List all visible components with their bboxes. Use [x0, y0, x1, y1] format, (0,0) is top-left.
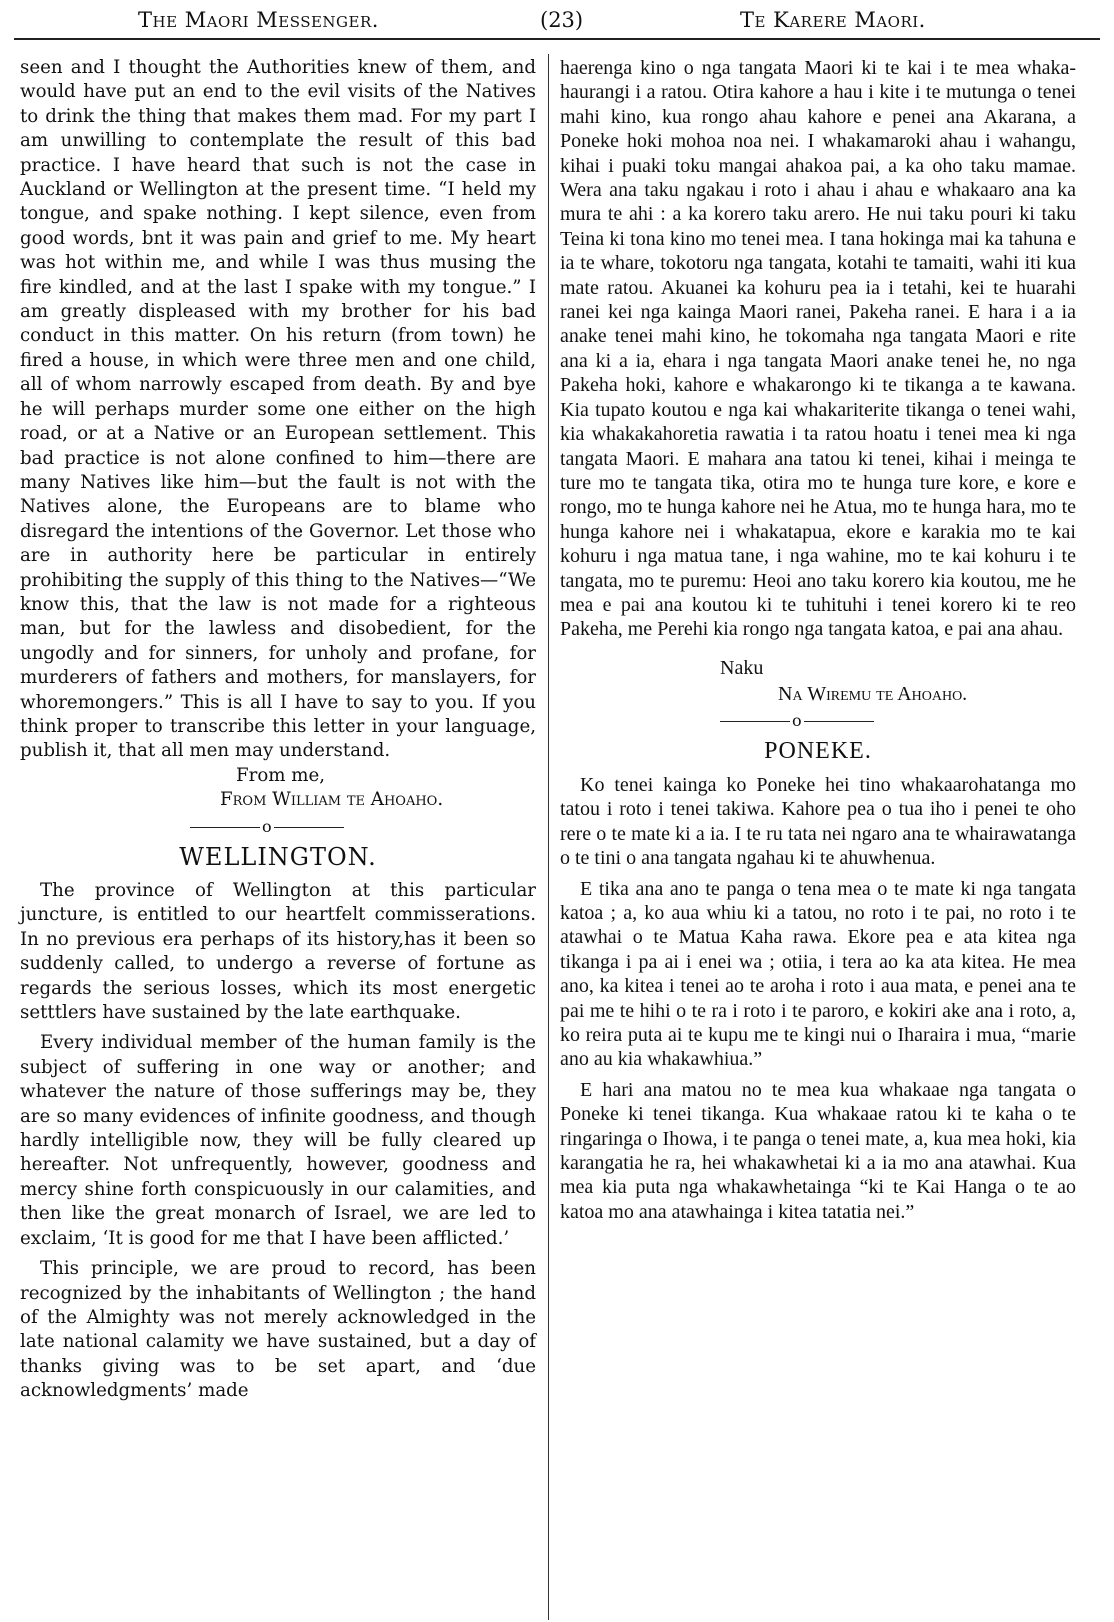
section-title-wellington: WELLINGTON.	[179, 842, 377, 871]
article-paragraph: E hari ana matou no te mea kua whakaae nga tangata o Poneke ki tenei tikanga. Kua whakaae ratou ki te kaha o te ringaringa o Ihowa, i te panga o tenei mate, a, kua mea hoki, kia karangatia he ra, hei whakawhetai ki a ia mo ana atawhai. Kua mea kia puta nga whakawhetainga “ki te Kai Hanga o te ao katoa mo ana atawhainga i kitea tatatia nei.”	[560, 1078, 1076, 1223]
english-masthead: The Maori Messenger.	[138, 8, 379, 32]
section-title-poneke: PONEKE.	[764, 737, 872, 764]
separator-ornament: o	[792, 710, 802, 730]
letter-signature: From William te Ahoaho.	[220, 789, 444, 811]
section-separator	[20, 813, 536, 841]
page-header	[18, 4, 1096, 38]
column-divider	[548, 54, 549, 1620]
article-paragraph: Ko tenei kainga ko Poneke hei tino whakaarohatanga mo tatou i roto i tenei takiwa. Kahore pea o tua iho i penei te oho rere o te mate ki a ia. I te ru tata nei ngaro ana te whairawatanga o te tini o ana tangata ngahau ki te ahuwhenua.	[560, 773, 1076, 870]
letter-signature: Na Wiremu te Ahoaho.	[778, 683, 968, 706]
letter-continuation: seen and I thought the Authorities knew of them, and would have put an end to the evil visits of the Natives to drink the thing that makes them mad. For my part I am unwilling to contemplate the result of this bad practice. I have heard that such is not the case in Auckland or Wellington at the present time. “I held my tongue, and spake nothing. I kept silence, even from good words, bnt it was pain and grief to me. My heart was hot within me, and while I was thus musing the fire kindled, and at the last I spake with my tongue.” I am greatly displeased with my brother for his bad conduct in this matter. On his return (from town) he fired a house, in which were three men and one child, all of whom narrowly escaped from death. By and bye he will perhaps murder some one either on the high road, or at a Native or an European settlement. This bad practice is not alone confined to him—there are many Natives like him—but the fault is not with the Natives alone, the Europeans are to blame who disregard the intentions of the Governor. Let those who are in authority here be particular in entirely prohibiting the supply of this thing to the Natives—“We know this, that the law is not made for a righteous man, but for the lawless and disobedient, for the ungodly and for sinners, for unholy and profane, for murderers of fathers and mothers, for manslayers, for whoremongers.” This is all I have to say to you. If you think proper to transcribe this letter in your language, publish it, that all men may understand.	[20, 57, 536, 762]
maori-masthead: Te Karere Maori.	[740, 8, 926, 32]
maori-column	[560, 56, 1076, 1224]
letter-continuation: haerenga kino o nga tangata Maori ki te kai i te mea whaka-haurangi i a ratou. Otira kahore a hau i kite i te mutunga o tenei mahi kino, kua rongo ahau kahore e penei ana Akarana, a Poneke hoki mohoa noa nei. I whakamaroki ahau i wahangu, kihai i puaki toku mangai ahakoa pai, a ka oho taku mamae. Wera ana taku ngakau i roto i ahau i ahau e whakaaro ana ka mura te ahi : a ka korero taku arero. He nui taku pouri ki taku Teina ki tona kino mo tenei mea. I tana hokinga mai ka tahuna e ia te whare, tokotoru nga tangata, kotahi te tamaiti, wahi iti kua mate ratou. Akuanei ka kohuru pea ia i tetahi, kei te huarahi ranei kei nga kainga Maori ranei, Pakeha ranei. E hara i a ia anake tenei mahi kino, he tokomaha nga tangata Maori e rite ana ki a ia, ehara i nga tangata Maori anake tenei he, no nga Pakeha hoki, kahore e whakarongo ki te tikanga a te kawana. Kia tupato koutou e nga kai whakariterite tikanga o tenei wahi, kia whakakahoretia rawatia i ta ratou hoatu i tenei mea ki nga tangata Maori. E mahara ana tatou ki tenei, kihai i meinga te ture mo te tangata tika, otira mo te hunga ture kore, e kore e rongo, mo te hunga kahore nei he Atua, mo te hunga hara, mo te hunga kahore nei i whakatapua, ekore e karakia mo te kai kohuru i nga matua tane, i nga wahine, mo te kai kohuru i te tangata, mo te puremu: Heoi ano taku korero kia koutou, me he mea e pai ana koutou ki te tuhituhi i tenei korero ki te reo Pakeha, me Perehi kia rongo nga tangata katoa, e pai ana ahau.	[560, 57, 1076, 641]
english-column	[20, 56, 536, 1404]
article-paragraph: The province of Wellington at this particular juncture, is entitled to our heartfelt commisserations. In no previous era perhaps of its history,has it been so suddenly called, to undergo a reverse of fortune as regards the serious losses, which its most energetic setttlers have sustained by the late earthquake.	[20, 880, 536, 1024]
header-rule	[14, 38, 1100, 40]
article-paragraph: E tika ana ano te panga o tena mea o te mate ki nga tangata katoa ; a, ko aua whiu ki a tatou, no roto i te pai, no roto i te atawhai o te Matua Kaha rawa. Ekore pea e ata kitea nga tikanga i pa ai i enei wa ; otiia, i tera ao ka ata kitea. He mea ano, ka kitea i tenei ao te aroha i roto i aua mata, e penei ana te pai me te hihi o te ra i roto i te paroro, e kokiri ake ana i roto, a, ko reira puta ai te kupu me te kingi nui o Iharaira i mua, “marie ano au kia whakawhiua.”	[560, 877, 1076, 1071]
page-number: (23)	[540, 8, 584, 32]
letter-closing: From me,	[236, 764, 326, 786]
separator-ornament: o	[262, 816, 272, 836]
article-paragraph: Every individual member of the human family is the subject of suffering in one way or another; and whatever the nature of those sufferings may be, they are so many evidences of infinite goodness, and though hardly intelligible now, they will be fully cleared up hereafter. Not unfrequently, however, goodness and mercy shine forth conspicuously in our calamities, and then like the great monarch of Israel, we are led to exclaim, ‘It is good for me that I have been afflicted.’	[20, 1032, 536, 1249]
article-paragraph: This principle, we are proud to record, has been recognized by the inhabitants of Wellington ; the hand of the Almighty was not merely acknowledged in the late national calamity we have sustained, but a day of thanks giving was to be set apart, and ‘due acknowledgments’ made	[20, 1258, 536, 1402]
section-separator	[560, 707, 1076, 735]
letter-closing: Naku	[720, 656, 764, 679]
